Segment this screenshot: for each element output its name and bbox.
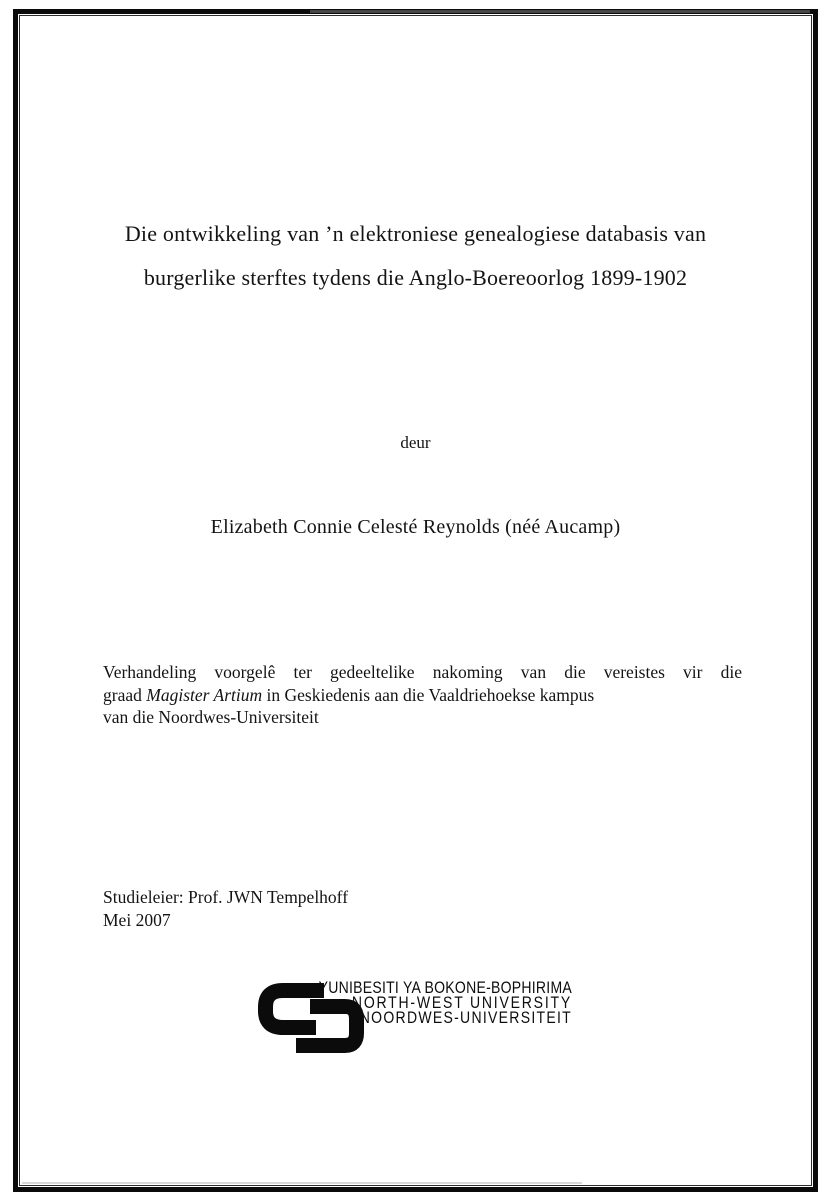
submission-line1: Verhandeling voorgelê ter gedeeltelike nakoming van die vereistes vir die (103, 662, 742, 682)
submission-line2-prefix: graad (103, 684, 147, 705)
submission-line3: van die Noordwes-Universiteit (103, 707, 319, 727)
supervisor-block (103, 886, 348, 932)
submission-line2 (103, 684, 742, 707)
author-name: Elizabeth Connie Celesté Reynolds (néé Aucamp) (210, 516, 621, 538)
university-logo (258, 981, 588, 1061)
degree-name: Magister Artium (146, 684, 263, 705)
thesis-title-line1: Die ontwikkeling van ’n elektroniese genealogiese databasis van (124, 221, 707, 246)
supervisor-line: Studieleier: Prof. JWN Tempelhoff (103, 887, 349, 907)
date-line: Mei 2007 (103, 910, 171, 930)
logo-wordmark (317, 981, 572, 1027)
byline-label: deur (400, 433, 431, 452)
submission-line2-suffix: in Geskiedenis aan die Vaaldriehoekse kampus (262, 684, 595, 705)
logo-line-setswana: YUNIBESITI YA BOKONE-BOPHIRIMA (318, 979, 572, 997)
logo-line-afrikaans: NOORDWES-UNIVERSITEIT (359, 1009, 572, 1028)
thesis-title-line2: burgerlike sterftes tydens die Anglo-Boereoorlog 1899-1902 (143, 265, 688, 290)
thesis-title (0, 212, 831, 300)
submission-statement (103, 661, 742, 729)
logo-line-english: NORTH-WEST UNIVERSITY (351, 994, 572, 1013)
